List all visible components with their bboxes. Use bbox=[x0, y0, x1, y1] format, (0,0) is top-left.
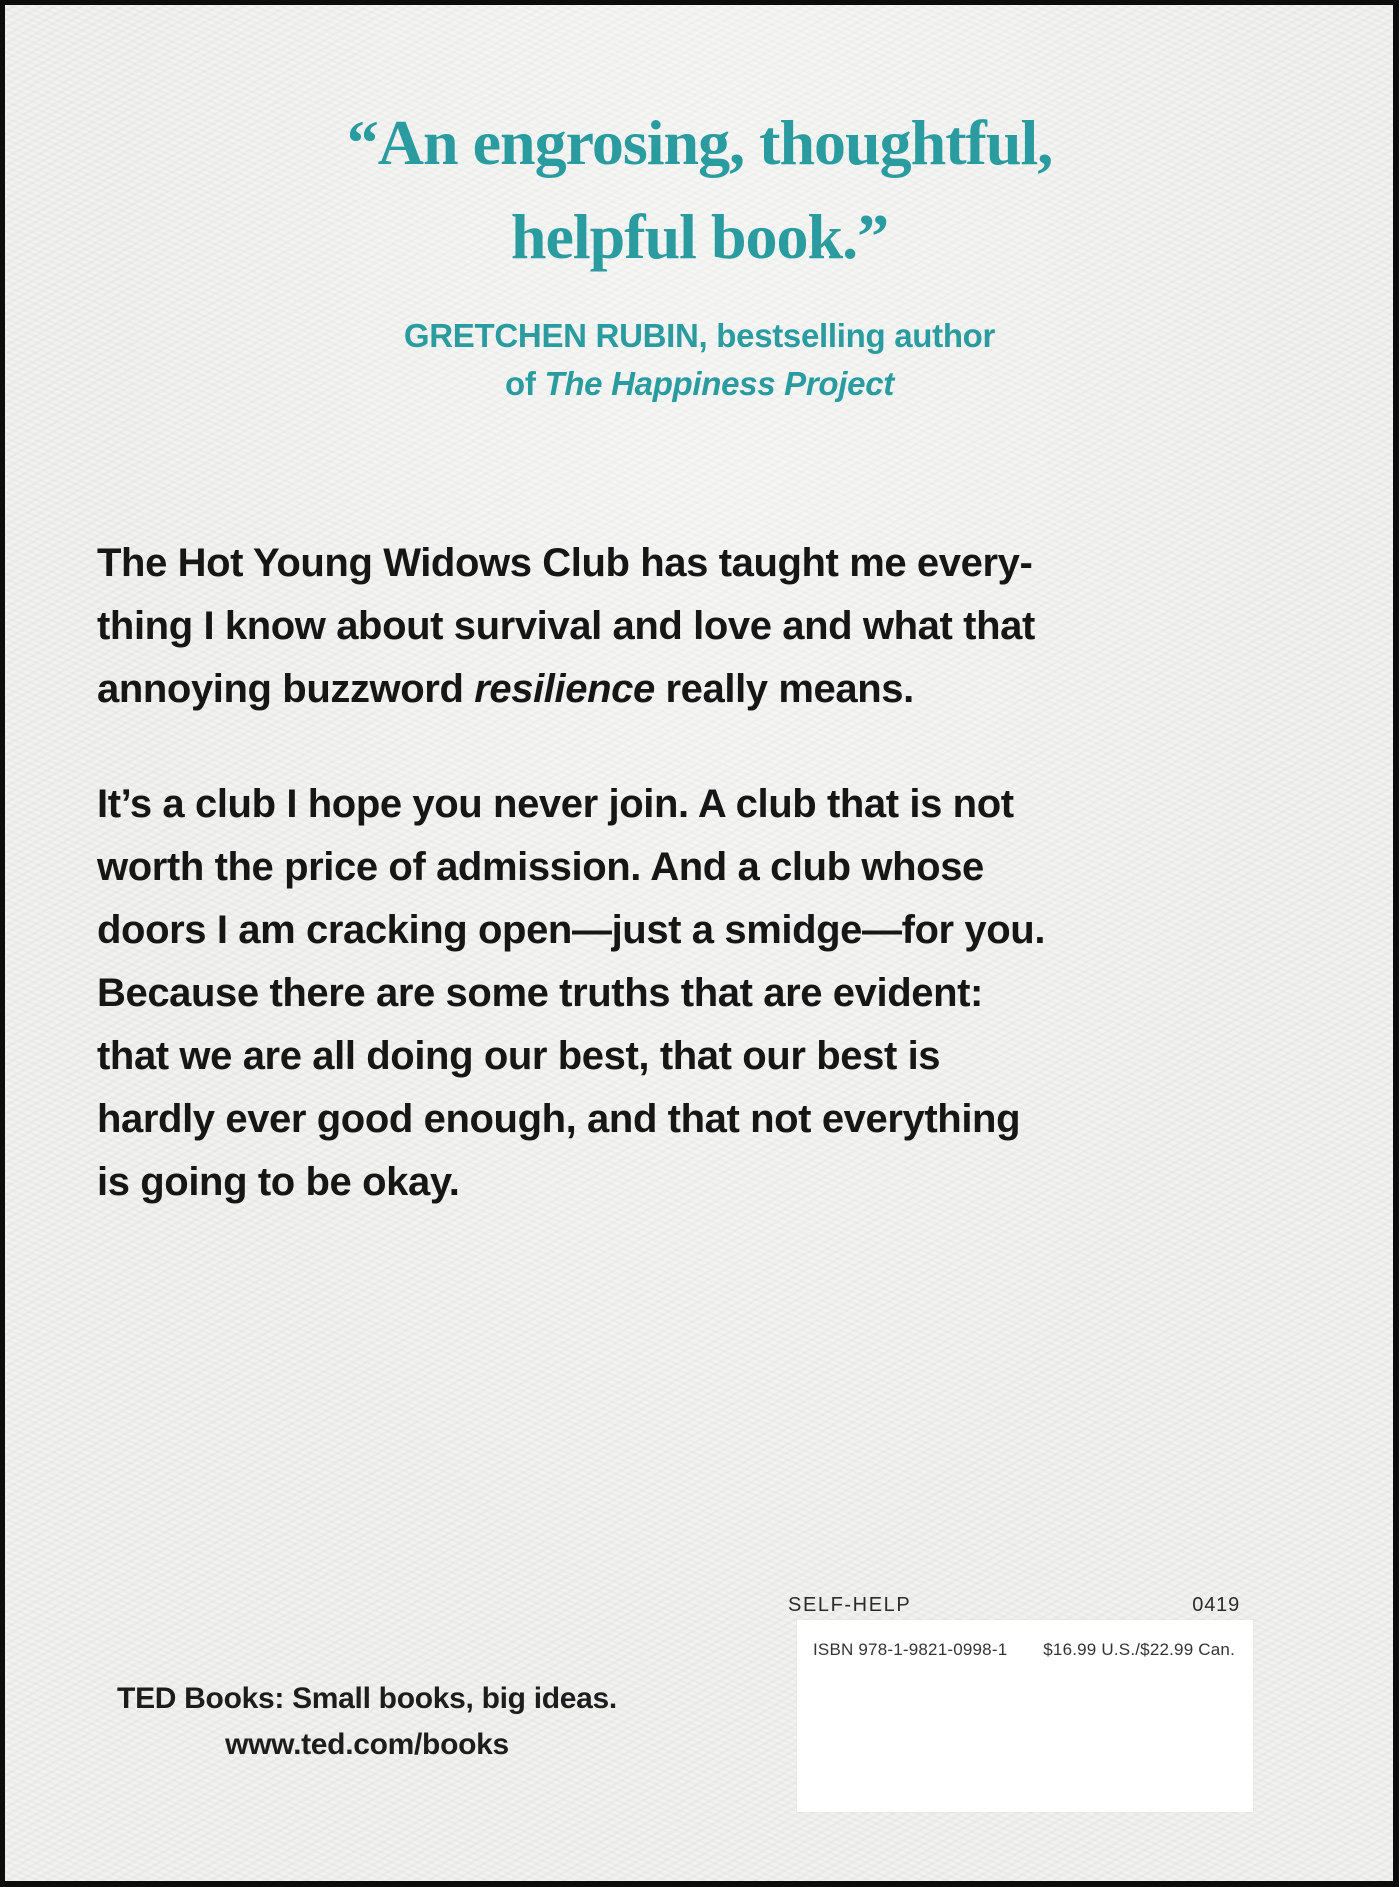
publisher-block bbox=[97, 1676, 637, 1768]
paragraph2-line1: It’s a club I hope you never join. A club that is not bbox=[97, 782, 1014, 826]
price-text: $16.99 U.S./$22.99 Can. bbox=[1043, 1640, 1235, 1659]
quote-attribution bbox=[0, 312, 1399, 408]
paragraph1-line3-post: really means. bbox=[654, 667, 914, 711]
paragraph2-line4: Because there are some truths that are evident: bbox=[97, 971, 983, 1015]
paragraph1-line3-pre: annoying buzzword bbox=[97, 667, 475, 711]
quote-attribution-author: GRETCHEN RUBIN, bestselling author bbox=[403, 317, 996, 354]
attribution-book-title: The Happiness Project bbox=[544, 365, 894, 402]
isbn-row bbox=[797, 1620, 1253, 1660]
review-quote bbox=[0, 96, 1399, 284]
body-paragraph-2 bbox=[97, 773, 1057, 1214]
category-label: SELF-HELP bbox=[788, 1594, 912, 1616]
cover-edge-top bbox=[0, 0, 1399, 5]
publisher-tagline: TED Books: Small books, big ideas. bbox=[117, 1682, 617, 1715]
attribution-prefix: of bbox=[505, 365, 545, 402]
publisher-url: www.ted.com/books bbox=[225, 1728, 509, 1761]
print-code: 0419 bbox=[1192, 1594, 1240, 1616]
cover-edge-bottom bbox=[0, 1881, 1399, 1887]
paragraph2-line6: hardly ever good enough, and that not everything bbox=[97, 1097, 1021, 1141]
paragraph1-line3 bbox=[97, 658, 1057, 721]
barcode-box bbox=[797, 1620, 1253, 1812]
paragraph2-line5: that we are all doing our best, that our best is bbox=[97, 1034, 941, 1078]
review-quote-line2: helpful book.” bbox=[510, 201, 889, 272]
paragraph2-line3: doors I am cracking open—just a smidge—for you. bbox=[97, 908, 1046, 952]
review-quote-line1: “An engrosing, thoughtful, bbox=[346, 107, 1053, 178]
category-row bbox=[788, 1594, 1240, 1617]
quote-attribution-work bbox=[0, 360, 1399, 408]
body-paragraph-1 bbox=[97, 532, 1057, 721]
paragraph1-line1: The Hot Young Widows Club has taught me every- bbox=[97, 541, 1033, 585]
paragraph1-line2: thing I know about survival and love and what that bbox=[97, 604, 1035, 648]
paragraph1-line3-italic: resilience bbox=[474, 667, 655, 711]
paragraph2-line7: is going to be okay. bbox=[97, 1160, 460, 1204]
paragraph2-line2: worth the price of admission. And a club whose bbox=[97, 845, 984, 889]
isbn-text: ISBN 978-1-9821-0998-1 bbox=[813, 1640, 1008, 1659]
